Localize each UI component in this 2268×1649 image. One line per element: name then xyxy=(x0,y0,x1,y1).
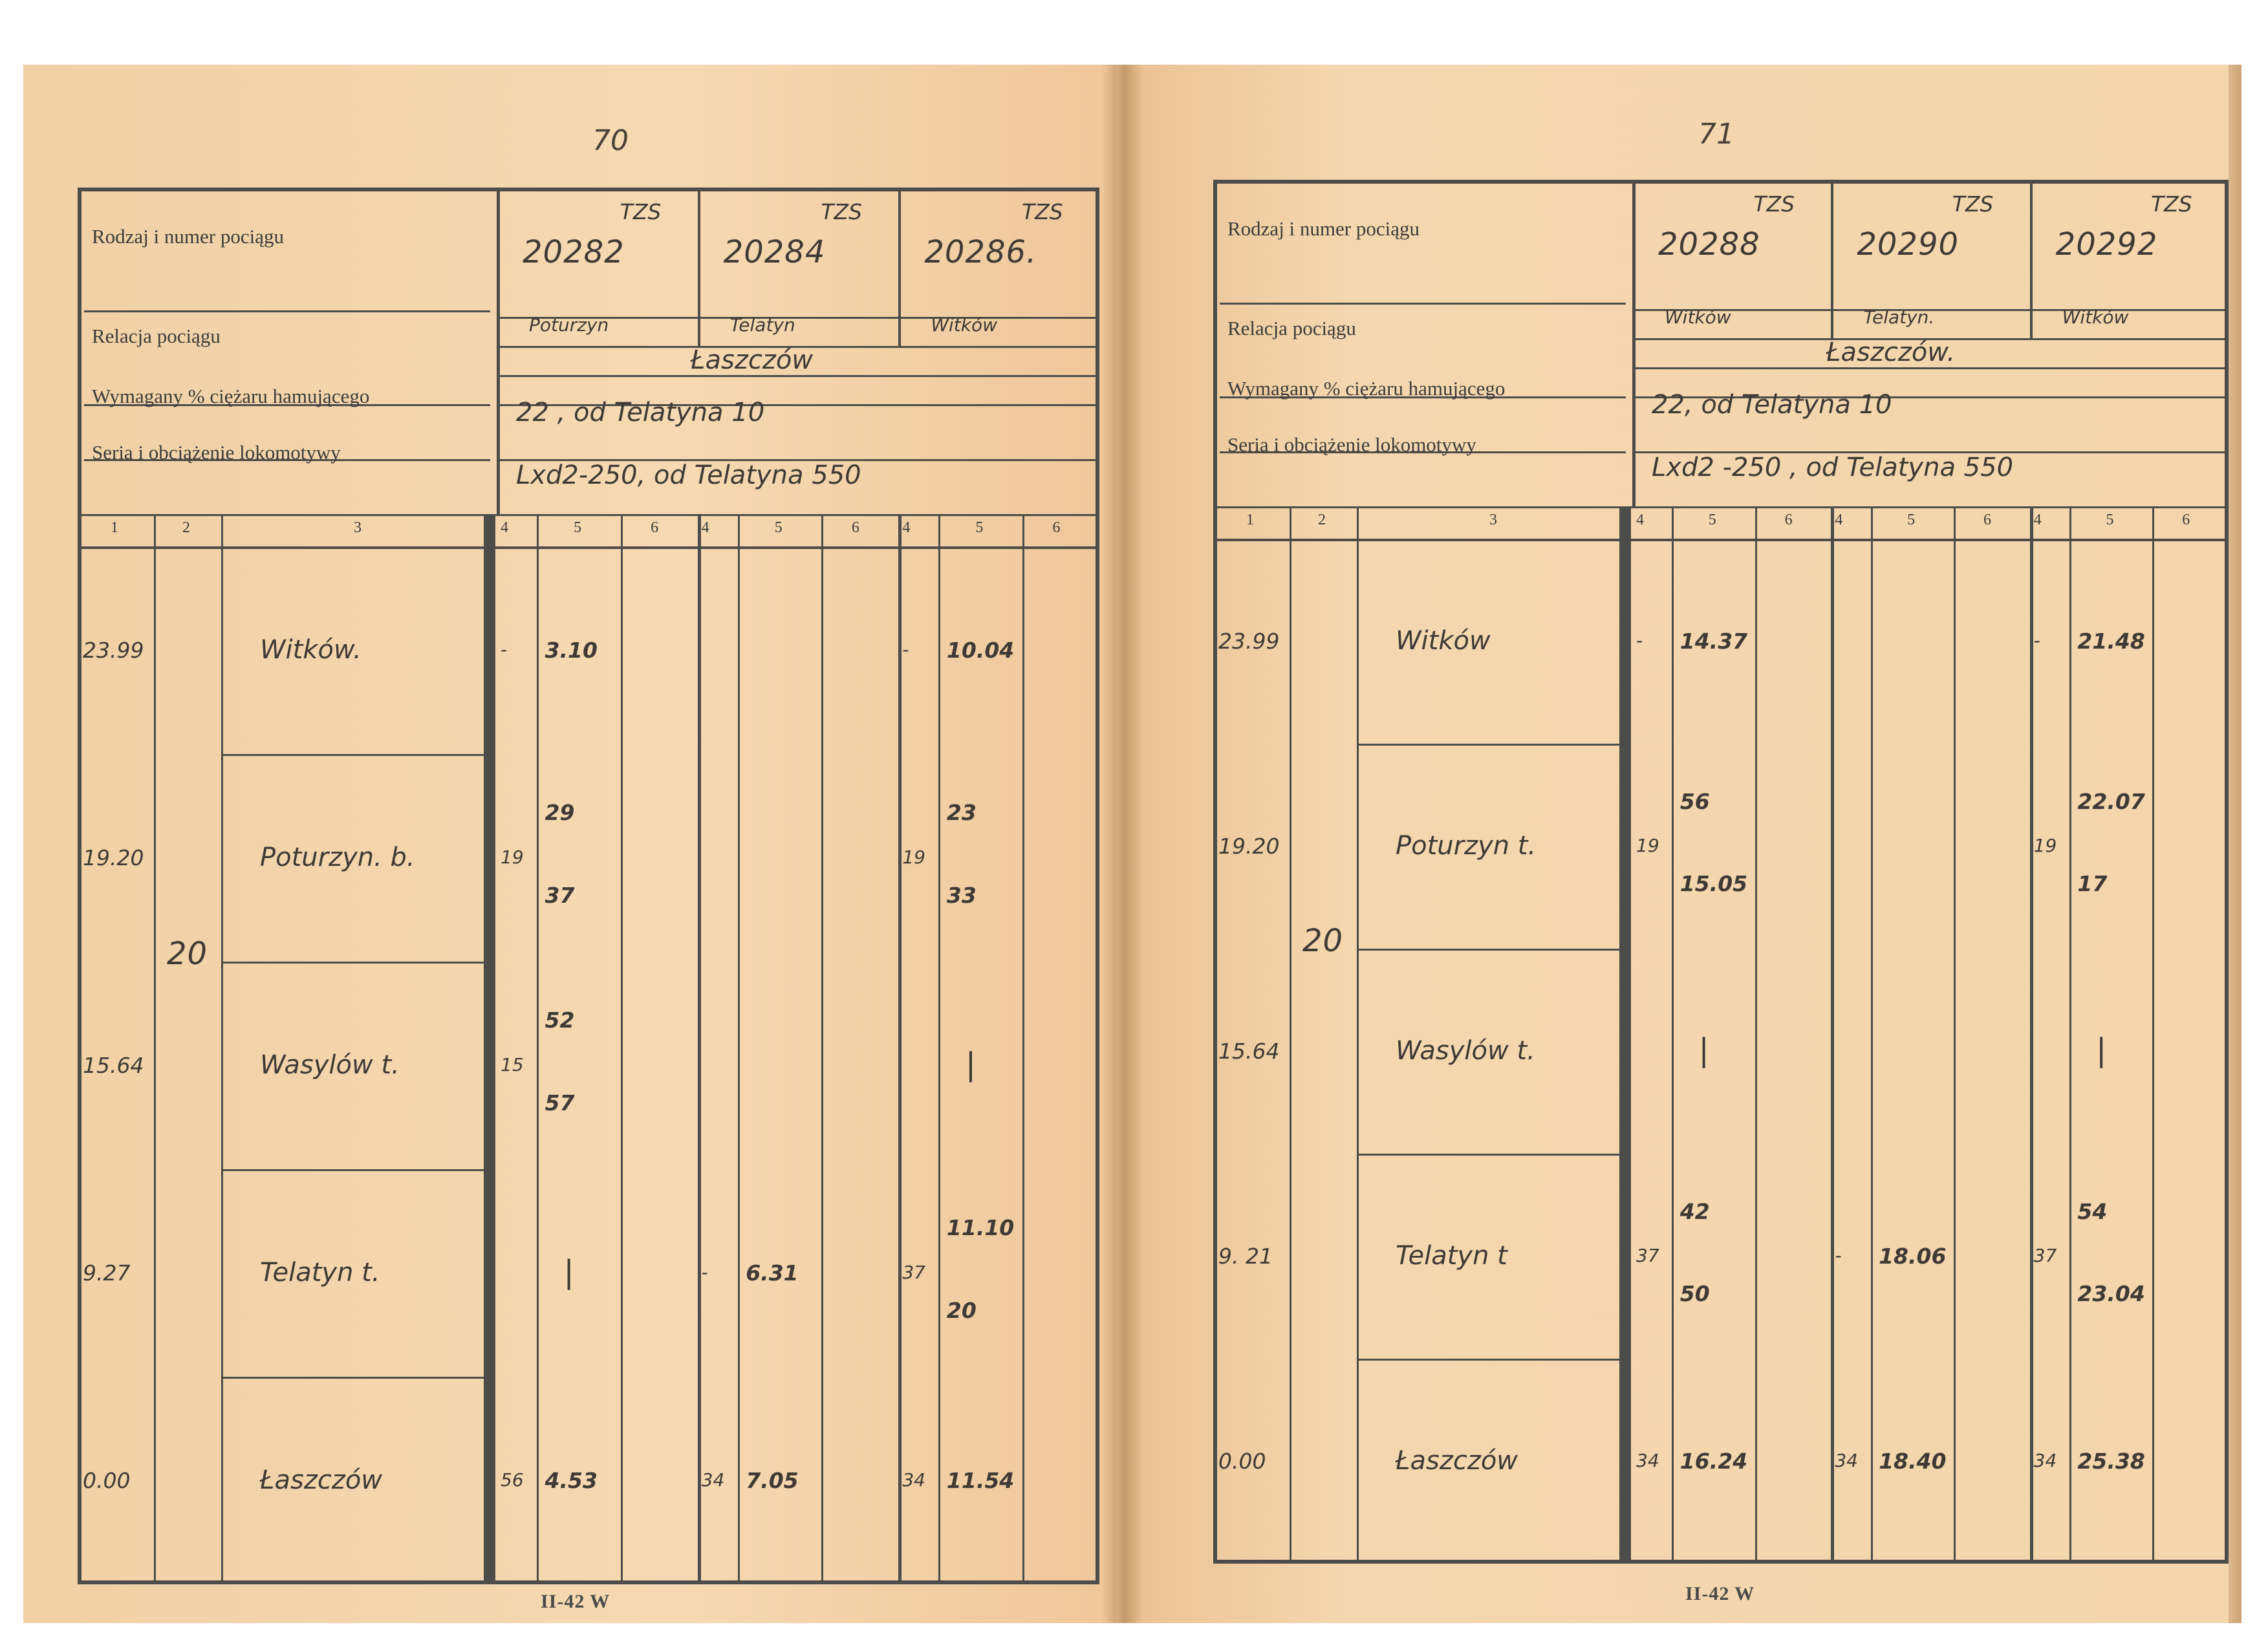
header-rule xyxy=(78,514,1099,516)
departure-time: 50 xyxy=(1679,1280,1710,1306)
table-border-top xyxy=(78,188,1099,191)
thick-column-rule xyxy=(1619,506,1631,1564)
destination-station: Łaszczów. xyxy=(1826,338,1956,367)
brake-weight-value: 22 , od Telatyna 10 xyxy=(516,398,765,427)
column-rule xyxy=(221,514,223,1584)
train-number: 20282 xyxy=(523,234,625,270)
departure-time: 16.24 xyxy=(1679,1448,1748,1474)
station-km: 23.99 xyxy=(1218,628,1280,654)
entry-speed: 19 xyxy=(1636,834,1659,856)
table-border-left xyxy=(1213,180,1217,1564)
form-code: II-42 W xyxy=(1685,1583,1755,1604)
entry-speed: 34 xyxy=(2033,1449,2057,1471)
column-rule xyxy=(1022,514,1024,1584)
entry-speed: 19 xyxy=(2033,834,2057,856)
column-number: 1 xyxy=(1246,512,1254,528)
column-number: 4 xyxy=(501,519,508,536)
column-number: 1 xyxy=(111,519,118,536)
column-rule xyxy=(1954,506,1956,1564)
train-type: TZS xyxy=(2151,191,2192,217)
column-number: 3 xyxy=(354,519,362,536)
entry-speed: 34 xyxy=(1636,1449,1659,1471)
train-column-divider xyxy=(1831,506,1834,1564)
departure-time: 57 xyxy=(545,1090,575,1116)
column-number: 3 xyxy=(1489,512,1497,528)
entry-speed: - xyxy=(501,638,508,660)
locomotive-value: Lxd2-250, od Telatyna 550 xyxy=(516,460,861,490)
entry-speed: - xyxy=(2033,629,2040,651)
column-number: 2 xyxy=(1318,512,1326,528)
train-divider xyxy=(698,188,700,346)
header-rule xyxy=(84,310,490,312)
column-number: 5 xyxy=(1708,512,1716,528)
locomotive-label: Seria i obciążenie lokomotywy xyxy=(92,441,341,464)
station-name: Wasylów t. xyxy=(1396,1035,1535,1066)
column-number: 4 xyxy=(1835,512,1843,528)
station-row-rule xyxy=(221,962,484,964)
entry-speed: - xyxy=(701,1261,708,1283)
train-divider xyxy=(1831,180,1833,338)
station-km: 9. 21 xyxy=(1218,1243,1273,1269)
entry-speed: 56 xyxy=(501,1469,524,1491)
train-type: TZS xyxy=(620,199,662,224)
train-type: TZS xyxy=(1022,199,1063,224)
train-type: TZS xyxy=(821,199,863,224)
right-page xyxy=(1123,65,2241,1623)
arrival-time: 11.10 xyxy=(946,1214,1015,1240)
station-km: 15.64 xyxy=(1218,1038,1280,1064)
column-rule xyxy=(1290,506,1291,1564)
station-km: 0.00 xyxy=(1218,1448,1266,1474)
entry-speed: 19 xyxy=(902,846,925,868)
train-divider xyxy=(898,188,901,346)
station-name: Łaszczów xyxy=(1396,1445,1518,1476)
train-origin: Telatyn xyxy=(729,314,795,336)
header-rule xyxy=(497,375,1099,377)
station-name: Łaszczów xyxy=(260,1465,383,1495)
entry-speed: 34 xyxy=(1835,1449,1858,1471)
column-rule xyxy=(1755,506,1757,1564)
brake-weight-label: Wymagany % ciężaru hamującego xyxy=(1227,377,1506,400)
departure-time: 11.54 xyxy=(946,1467,1015,1493)
arrival-time: 42 xyxy=(1679,1198,1710,1224)
train-origin: Poturzyn xyxy=(529,314,609,336)
departure-time: 21.48 xyxy=(2077,628,2145,654)
column-rule xyxy=(821,514,823,1584)
station-row-rule xyxy=(1357,744,1619,746)
timetable xyxy=(78,188,1099,1584)
departure-time: 33 xyxy=(946,883,977,909)
entry-speed: - xyxy=(1636,629,1643,651)
departure-time: 17 xyxy=(2077,870,2108,896)
header-rule xyxy=(1632,367,2229,369)
arrival-time: 23 xyxy=(946,799,977,825)
column-number: 6 xyxy=(851,519,859,536)
column-number: 5 xyxy=(1907,512,1916,528)
entry-speed: 34 xyxy=(902,1469,925,1491)
train-type: TZS xyxy=(1753,191,1795,217)
departure-time: 37 xyxy=(545,883,575,909)
brake-weight-value: 22, od Telatyna 10 xyxy=(1652,390,1892,420)
pass-through-mark: | xyxy=(1698,1031,1710,1068)
train-number: 20290 xyxy=(1857,226,1960,263)
station-name: Poturzyn t. xyxy=(1396,830,1537,861)
locomotive-value: Lxd2 -250 , od Telatyna 550 xyxy=(1652,453,2014,482)
header-rule xyxy=(1220,303,1626,305)
departure-time: 18.40 xyxy=(1879,1448,1947,1474)
relation-label: Relacja pociągu xyxy=(1227,317,1356,339)
departure-time: 6.31 xyxy=(746,1260,799,1286)
station-row-rule xyxy=(221,1169,484,1171)
speed-limit: 20 xyxy=(167,936,208,972)
station-km: 19.20 xyxy=(83,845,144,870)
station-name: Witków. xyxy=(260,634,362,665)
table-border-right xyxy=(1096,188,1099,1584)
departure-time: 23.04 xyxy=(2077,1280,2145,1306)
departure-time: 7.05 xyxy=(746,1467,799,1493)
departure-time: 20 xyxy=(946,1298,977,1324)
column-rule xyxy=(1871,506,1873,1564)
train-origin: Witków xyxy=(1665,307,1731,328)
column-rule xyxy=(621,514,623,1584)
station-km: 9.27 xyxy=(83,1260,131,1286)
pass-through-mark: | xyxy=(965,1046,977,1083)
header-split xyxy=(1632,180,1636,506)
train-origin: Telatyn. xyxy=(1863,307,1935,328)
column-number: 2 xyxy=(182,519,190,536)
column-number: 5 xyxy=(2106,512,2114,528)
departure-time: 4.53 xyxy=(545,1467,598,1493)
station-name: Wasylów t. xyxy=(260,1050,400,1080)
column-number: 6 xyxy=(1784,512,1793,528)
column-rule xyxy=(2069,506,2071,1564)
table-border-left xyxy=(78,188,81,1584)
station-km: 0.00 xyxy=(83,1467,131,1493)
train-type: TZS xyxy=(1952,191,1994,217)
train-type-label: Rodzaj i numer pociągu xyxy=(1227,217,1420,240)
column-number: 4 xyxy=(1636,512,1644,528)
column-number: 6 xyxy=(1983,512,1991,528)
locomotive-label: Seria i obciążenie lokomotywy xyxy=(1227,433,1476,456)
train-divider xyxy=(2030,180,2033,338)
departure-time: 15.05 xyxy=(1679,870,1748,896)
column-number: 6 xyxy=(651,519,659,536)
station-row-rule xyxy=(221,1377,484,1379)
train-origin: Witków xyxy=(2062,307,2129,328)
train-number: 20286. xyxy=(924,234,1037,270)
departure-time: 25.38 xyxy=(2077,1448,2145,1474)
pass-through-mark: | xyxy=(2096,1031,2108,1068)
brake-weight-label: Wymagany % ciężaru hamującego xyxy=(92,385,370,407)
station-name: Poturzyn. b. xyxy=(260,842,415,872)
entry-speed: 15 xyxy=(501,1053,524,1075)
column-number: 4 xyxy=(701,519,709,536)
column-number: 5 xyxy=(574,519,582,536)
station-km: 23.99 xyxy=(83,637,144,663)
train-number: 20288 xyxy=(1658,226,1760,263)
train-number: 20284 xyxy=(723,234,826,270)
column-rule xyxy=(537,514,539,1584)
departure-time: 3.10 xyxy=(545,637,598,663)
column-number: 4 xyxy=(2033,512,2042,528)
entry-speed: 37 xyxy=(2033,1244,2057,1266)
header-rule xyxy=(1213,539,2229,541)
column-rule xyxy=(1357,506,1359,1564)
train-number: 20292 xyxy=(2055,226,2158,263)
table-border-top xyxy=(1213,180,2229,184)
page-edge xyxy=(2229,65,2241,1623)
header-rule xyxy=(1213,506,2229,508)
header-split xyxy=(497,188,500,514)
form-code: II-42 W xyxy=(541,1591,610,1612)
column-rule xyxy=(2152,506,2154,1564)
entry-speed: 37 xyxy=(902,1261,925,1283)
station-name: Witków xyxy=(1396,625,1491,656)
departure-time: 10.04 xyxy=(946,637,1015,663)
timetable xyxy=(1213,180,2229,1564)
column-rule xyxy=(154,514,156,1584)
table-border-bottom xyxy=(78,1580,1099,1584)
column-number: 6 xyxy=(1052,519,1061,536)
speed-limit: 20 xyxy=(1302,923,1344,959)
book-gutter xyxy=(1102,65,1143,1623)
column-number: 6 xyxy=(2182,512,2190,528)
station-name: Telatyn t xyxy=(1396,1240,1507,1271)
page-number: 70 xyxy=(592,124,629,157)
station-km: 19.20 xyxy=(1218,833,1280,859)
destination-station: Łaszczów xyxy=(691,345,814,375)
arrival-time: 52 xyxy=(545,1007,575,1033)
entry-speed: 19 xyxy=(501,846,524,868)
station-row-rule xyxy=(1357,1154,1619,1156)
station-row-rule xyxy=(221,754,484,756)
relation-label: Relacja pociągu xyxy=(92,325,221,347)
arrival-time: 56 xyxy=(1679,788,1710,814)
column-number: 5 xyxy=(975,519,984,536)
entry-speed: - xyxy=(1835,1244,1842,1266)
table-border-bottom xyxy=(1213,1560,2229,1564)
pass-through-mark: | xyxy=(563,1253,575,1290)
thick-column-rule xyxy=(484,514,495,1584)
column-rule xyxy=(1672,506,1674,1564)
train-type-label: Rodzaj i numer pociągu xyxy=(92,225,284,248)
header-rule xyxy=(78,546,1099,549)
station-name: Telatyn t. xyxy=(260,1257,380,1288)
station-row-rule xyxy=(1357,1359,1619,1361)
train-origin: Witków xyxy=(931,314,998,336)
entry-speed: 37 xyxy=(1636,1244,1659,1266)
departure-time: 14.37 xyxy=(1679,628,1748,654)
column-number: 5 xyxy=(774,519,783,536)
station-row-rule xyxy=(1357,949,1619,951)
departure-time: 18.06 xyxy=(1879,1243,1947,1269)
train-column-divider xyxy=(698,514,701,1584)
column-rule xyxy=(738,514,740,1584)
arrival-time: 54 xyxy=(2077,1198,2108,1224)
arrival-time: 22.07 xyxy=(2077,788,2145,814)
left-page xyxy=(23,65,1116,1623)
entry-speed: - xyxy=(902,638,909,660)
column-rule xyxy=(938,514,940,1584)
timetable-book xyxy=(23,65,2241,1623)
train-column-divider xyxy=(2030,506,2033,1564)
station-km: 15.64 xyxy=(83,1052,144,1078)
train-column-divider xyxy=(898,514,902,1584)
arrival-time: 29 xyxy=(545,799,575,825)
entry-speed: 34 xyxy=(701,1469,725,1491)
column-number: 4 xyxy=(902,519,911,536)
page-number: 71 xyxy=(1698,118,1734,151)
